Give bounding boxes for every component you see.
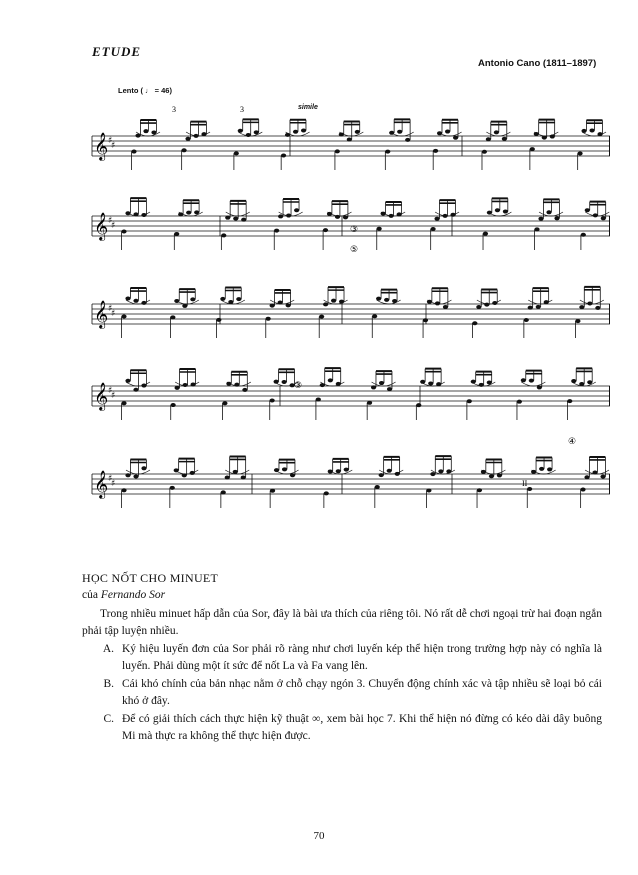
bass-note-head bbox=[121, 230, 126, 234]
note-head bbox=[233, 470, 238, 474]
string-mark: ⑤ bbox=[350, 245, 359, 255]
bass-note-head bbox=[274, 229, 279, 233]
bass-note-head bbox=[319, 315, 324, 319]
note-head bbox=[547, 467, 552, 471]
bass-note-head bbox=[131, 150, 136, 154]
lesson-item bbox=[82, 676, 602, 710]
note-head bbox=[443, 305, 448, 309]
note-head bbox=[185, 137, 190, 141]
bass-note-head bbox=[222, 401, 227, 405]
note-head bbox=[476, 305, 481, 309]
note-head bbox=[397, 130, 402, 134]
bass-note-head bbox=[385, 150, 390, 154]
string-mark: ④ bbox=[568, 437, 577, 447]
key-signature: ♯ bbox=[108, 136, 113, 146]
bass-note-head bbox=[467, 399, 472, 403]
note-head bbox=[584, 475, 589, 479]
note-head bbox=[384, 298, 389, 302]
simile-marking: simile bbox=[298, 104, 318, 111]
note-head bbox=[379, 381, 384, 385]
note-head bbox=[430, 472, 435, 476]
note-head bbox=[589, 128, 594, 132]
bass-note-head bbox=[323, 228, 328, 232]
note-head bbox=[194, 210, 199, 214]
note-head bbox=[336, 469, 341, 473]
note-head bbox=[320, 383, 325, 387]
bass-note-head bbox=[121, 488, 126, 492]
bass-note-head bbox=[527, 487, 532, 491]
bass-note-head bbox=[324, 491, 329, 495]
note-head bbox=[587, 380, 592, 384]
note-head bbox=[539, 467, 544, 471]
item-text: Cái khó chính của bản nhạc nằm ở chỗ chạy ngón 3. Chuyển động chính xác và tập nhiều sẽ loại bỏ cái khó ở đây. bbox=[122, 678, 602, 707]
note-head bbox=[343, 215, 348, 219]
note-head bbox=[495, 208, 500, 212]
bass-note-head bbox=[430, 227, 435, 231]
note-head bbox=[225, 475, 230, 479]
bass-note-head bbox=[221, 490, 226, 494]
bass-note-head bbox=[221, 233, 226, 237]
bass-note-head bbox=[577, 151, 582, 155]
string-mark: ③ bbox=[350, 225, 359, 235]
note-head bbox=[579, 305, 584, 309]
bass-note-head bbox=[270, 489, 275, 493]
lesson-author-line bbox=[82, 587, 602, 604]
note-head bbox=[489, 474, 494, 478]
bass-note-head bbox=[477, 488, 482, 492]
key-signature: ♯ bbox=[108, 386, 113, 396]
lesson-title: HỌC NỐT CHO MINUET bbox=[82, 571, 219, 585]
note-head bbox=[445, 130, 450, 134]
note-head bbox=[486, 137, 491, 141]
bass-note-head bbox=[581, 233, 586, 237]
item-mark: B. bbox=[103, 678, 114, 690]
barre-mark: II bbox=[522, 479, 528, 488]
note-head bbox=[141, 466, 146, 470]
treble-clef-icon: 𝄞 bbox=[94, 470, 109, 498]
bass-note-head bbox=[170, 315, 175, 319]
note-head bbox=[536, 305, 541, 309]
note-head bbox=[301, 129, 306, 133]
triplet-mark: 3 bbox=[172, 105, 176, 114]
lesson-item bbox=[82, 711, 602, 745]
string-mark: ③ bbox=[294, 381, 303, 391]
note-head bbox=[405, 138, 410, 142]
note-head bbox=[379, 473, 384, 477]
bass-note-head bbox=[335, 149, 340, 153]
note-head bbox=[600, 475, 605, 479]
note-head bbox=[133, 388, 138, 392]
note-head bbox=[133, 299, 138, 303]
note-head bbox=[438, 469, 443, 473]
note-head bbox=[344, 468, 349, 472]
note-head bbox=[453, 136, 458, 140]
treble-clef-icon: 𝄞 bbox=[94, 132, 109, 160]
key-signature: ♯ bbox=[108, 216, 113, 226]
lesson-author: Fernando Sor bbox=[100, 589, 166, 601]
note-head bbox=[241, 475, 246, 479]
author-prefix: của bbox=[82, 589, 98, 601]
treble-clef-icon: 𝄞 bbox=[94, 382, 109, 410]
note-head bbox=[241, 218, 246, 222]
note-head bbox=[151, 130, 156, 134]
note-head bbox=[233, 217, 238, 221]
lesson-item bbox=[82, 641, 602, 675]
bass-note-head bbox=[171, 403, 176, 407]
note-head bbox=[246, 133, 251, 137]
note-head bbox=[225, 216, 230, 220]
item-mark: A. bbox=[102, 643, 114, 655]
composer-credit: Antonio Cano (1811–1897) bbox=[478, 58, 597, 69]
note-head bbox=[186, 211, 191, 215]
triplet-mark: 3 bbox=[240, 105, 244, 114]
note-head bbox=[347, 138, 352, 142]
note-head bbox=[190, 297, 195, 301]
bass-note-head bbox=[524, 318, 529, 322]
note-head bbox=[538, 217, 543, 221]
note-head bbox=[528, 306, 533, 310]
key-signature: ♯ bbox=[111, 391, 116, 401]
bass-note-head bbox=[281, 154, 286, 158]
page-number: 70 bbox=[313, 830, 325, 842]
note-head bbox=[554, 216, 559, 220]
note-head bbox=[293, 130, 298, 134]
note-head bbox=[323, 302, 328, 306]
bass-note-head bbox=[483, 232, 488, 236]
bass-note-head bbox=[567, 399, 572, 403]
note-head bbox=[175, 386, 180, 390]
staves bbox=[92, 132, 610, 499]
note-head bbox=[484, 303, 489, 307]
note-head bbox=[125, 473, 130, 477]
note-head bbox=[494, 130, 499, 134]
note-head bbox=[331, 299, 336, 303]
lesson-section bbox=[82, 570, 602, 745]
bass-note-head bbox=[170, 486, 175, 490]
key-signature: ♯ bbox=[111, 309, 116, 319]
bass-note-head bbox=[377, 227, 382, 231]
note-head bbox=[286, 303, 291, 307]
note-head bbox=[537, 385, 542, 389]
note-head bbox=[585, 208, 590, 212]
note-head bbox=[529, 379, 534, 383]
key-signature: ♯ bbox=[108, 474, 113, 484]
bass-note-head bbox=[580, 488, 585, 492]
key-signature: ♯ bbox=[111, 221, 116, 231]
bass-note-head bbox=[181, 148, 186, 152]
bass-note-head bbox=[174, 232, 179, 236]
note-head bbox=[387, 469, 392, 473]
bass-note-head bbox=[316, 397, 321, 401]
note-head bbox=[497, 473, 502, 477]
note-head bbox=[503, 210, 508, 214]
bass-note-head bbox=[266, 317, 271, 321]
note-head bbox=[242, 388, 247, 392]
music-score bbox=[80, 90, 610, 530]
note-head bbox=[183, 383, 188, 387]
item-mark: C. bbox=[103, 713, 114, 725]
tempo-marking: Lento ( ♩ = 46) bbox=[118, 86, 172, 95]
bass-note-head bbox=[423, 318, 428, 322]
bass-note-head bbox=[367, 401, 372, 405]
bass-note-head bbox=[121, 315, 126, 319]
piece-title: ETUDE bbox=[92, 44, 142, 59]
note-head bbox=[434, 217, 439, 221]
bass-note-head bbox=[534, 227, 539, 231]
note-head bbox=[294, 208, 299, 212]
bass-note-head bbox=[416, 403, 421, 407]
note-head bbox=[595, 306, 600, 310]
bass-note-head bbox=[426, 488, 431, 492]
note-head bbox=[282, 467, 287, 471]
note-head bbox=[328, 378, 333, 382]
bass-note-head bbox=[216, 318, 221, 322]
note-head bbox=[270, 304, 275, 308]
bass-note-head bbox=[575, 319, 580, 323]
key-signature: ♯ bbox=[111, 141, 116, 151]
note-head bbox=[236, 297, 241, 301]
bass-note-head bbox=[372, 314, 377, 318]
key-signature: ♯ bbox=[108, 304, 113, 314]
note-head bbox=[521, 378, 526, 382]
key-signature: ♯ bbox=[111, 479, 116, 489]
note-head bbox=[254, 130, 259, 134]
bass-note-head bbox=[433, 149, 438, 153]
note-head bbox=[143, 129, 148, 133]
bass-note-head bbox=[472, 321, 477, 325]
note-head bbox=[371, 385, 376, 389]
note-head bbox=[182, 304, 187, 308]
note-head bbox=[502, 137, 507, 141]
note-head bbox=[278, 214, 283, 218]
lesson-intro: Trong nhiều minuet hấp dẫn của Sor, đây là bài ưa thích của riêng tôi. Nó rất dễ chơi ngoại trừ hai đoạn ngắn phải tập luyện nhiều. bbox=[82, 608, 602, 637]
note-head bbox=[428, 381, 433, 385]
note-head bbox=[601, 216, 606, 220]
item-text: Ký hiệu luyến đơn của Sor phải rõ ràng như chơi luyến kép thể hiện trong trường hợp này có nghĩa là luyến. Phải dùng một ít sức để nốt La và Fa vang lên. bbox=[122, 643, 602, 672]
bass-note-head bbox=[482, 150, 487, 154]
note-head bbox=[133, 475, 138, 479]
note-head bbox=[487, 381, 492, 385]
bass-note-head bbox=[234, 151, 239, 155]
item-text: Để có giải thích cách thực hiện kỹ thuật ∞, xem bài học 7. Khi thể hiện nó đừng có kéo dài dây buông Mi mà thực ra không thể thực hiện được. bbox=[122, 713, 602, 742]
treble-clef-icon: 𝄞 bbox=[94, 212, 109, 240]
bass-note-head bbox=[530, 147, 535, 151]
bass-note-head bbox=[270, 399, 275, 403]
bass-note-head bbox=[375, 485, 380, 489]
treble-clef-icon: 𝄞 bbox=[94, 300, 109, 328]
note-head bbox=[282, 380, 287, 384]
note-head bbox=[387, 387, 392, 391]
note-head bbox=[355, 130, 360, 134]
bass-note-head bbox=[517, 400, 522, 404]
note-head bbox=[546, 210, 551, 214]
bass-note-head bbox=[121, 401, 126, 405]
